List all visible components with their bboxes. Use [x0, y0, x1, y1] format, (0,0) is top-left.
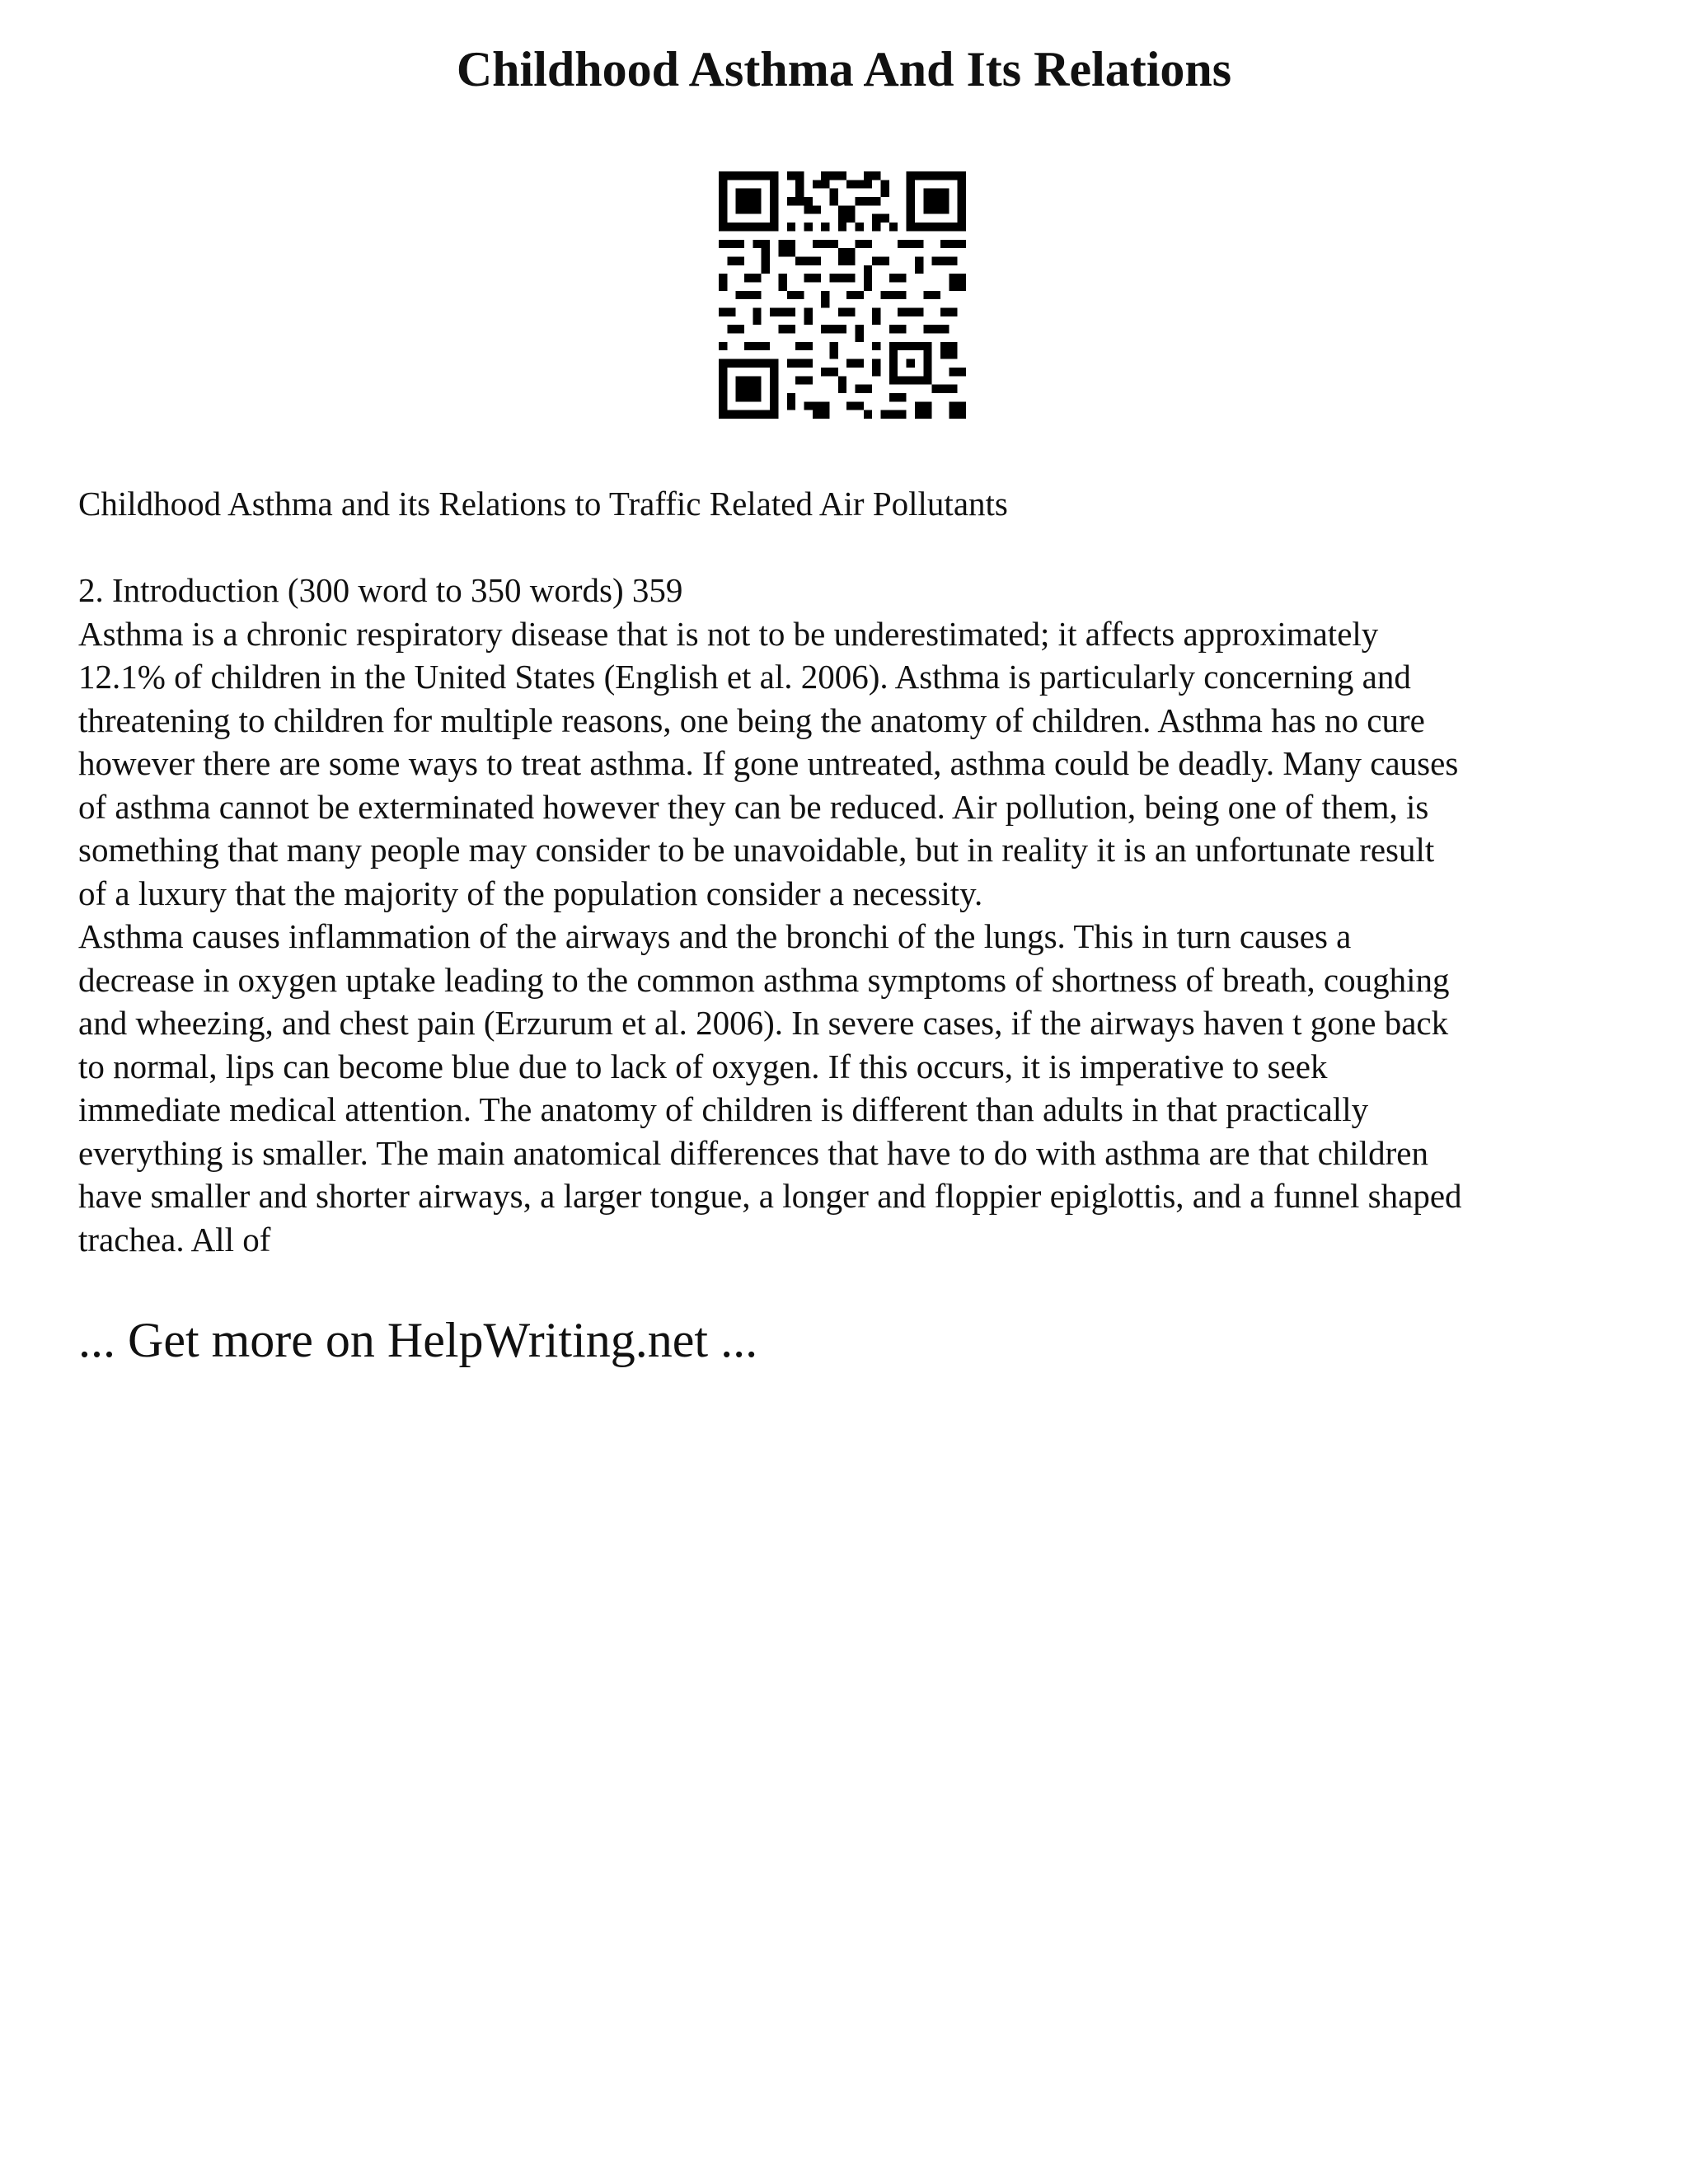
body-line: of a luxury that the majority of the population consider a necessity. [78, 874, 983, 912]
body-line: something that many people may consider to be unavoidable, but in reality it is an unfortunate result [78, 831, 1435, 869]
body-line: of asthma cannot be exterminated however they can be reduced. Air pollution, being one of them, is [78, 787, 1429, 826]
body-line: trachea. All of [78, 1220, 271, 1258]
body-line: threatening to children for multiple reasons, one being the anatomy of children. Asthma has no cure [78, 701, 1425, 739]
body-line: have smaller and shorter airways, a larger tongue, a longer and floppier epiglottis, and a funnel shaped [78, 1177, 1462, 1215]
section-heading: 2. Introduction (300 word to 350 words) 359 [78, 571, 683, 609]
get-more-link[interactable]: ... Get more on HelpWriting.net ... [78, 1313, 758, 1367]
document-subtitle: Childhood Asthma and its Relations to Traffic Related Air Pollutants [78, 485, 1008, 523]
body-line: 12.1% of children in the United States (English et al. 2006). Asthma is particularly concerning and [78, 658, 1411, 696]
qr-code-icon[interactable] [719, 171, 966, 419]
body-line: Asthma causes inflammation of the airways and the bronchi of the lungs. This in turn causes a [78, 917, 1352, 955]
page-title: Childhood Asthma And Its Relations [456, 42, 1232, 96]
body-line: everything is smaller. The main anatomical differences that have to do with asthma are that children [78, 1133, 1428, 1172]
body-line: to normal, lips can become blue due to lack of oxygen. If this occurs, it is imperative to seek [78, 1047, 1328, 1085]
body-line: however there are some ways to treat asthma. If gone untreated, asthma could be deadly. Many causes [78, 744, 1459, 782]
body-text [78, 569, 1628, 1261]
body-line: Asthma is a chronic respiratory disease that is not to be underestimated; it affects approximately [78, 614, 1379, 653]
body-line: decrease in oxygen uptake leading to the common asthma symptoms of shortness of breath, coughing [78, 960, 1450, 999]
body-line: immediate medical attention. The anatomy of children is different than adults in that practically [78, 1090, 1369, 1128]
body-line: and wheezing, and chest pain (Erzurum et al. 2006). In severe cases, if the airways haven t gone back [78, 1004, 1449, 1042]
